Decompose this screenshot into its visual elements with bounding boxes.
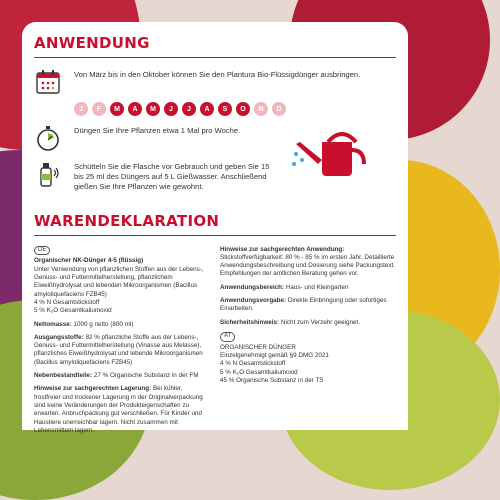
month-badge: A bbox=[200, 102, 214, 116]
application-area-label: Anwendungsbereich: bbox=[220, 283, 285, 291]
at-organic: 45 % Organische Substanz in der TS bbox=[220, 377, 324, 385]
usage-title: ANWENDUNG bbox=[34, 34, 150, 52]
country-badge-at: AT bbox=[220, 332, 235, 342]
country-badge-de: DE bbox=[34, 246, 50, 256]
raw-materials-value: 82 % pflanzliche Stoffe aus der Lebens-, Genuss- und Futtermittelherstellung (Vinasse aus Melasse), pflanzliches Eiweißhydrolysat und lebende Mikroorganismen (Bacillus amyloliquefaciens FZB45) bbox=[34, 333, 203, 366]
application-value: Stickstoffverfügbarkeit: 80 % - 85 % im ersten Jahr. Detaillierte Anwendungsbeschreibung und Dosierung siehe Packungstext. Empfehlungen der amtlichen Beratung gehen vor. bbox=[220, 253, 396, 278]
nutrient-k: 5 % K₂O Gesamtkaliumoxid bbox=[34, 307, 112, 315]
bottle-icon bbox=[34, 160, 62, 188]
application-method bbox=[220, 297, 396, 314]
at-nutrient-k: 5 % K₂O Gesamtkaliumoxid bbox=[220, 368, 298, 376]
declaration-body bbox=[34, 246, 396, 441]
storage-label: Hinweise zur sachgerechten Lagerung: bbox=[34, 385, 152, 393]
month-badge: D bbox=[272, 102, 286, 116]
declaration-title: WARENDEKLARATION bbox=[34, 211, 220, 230]
usage-step-dosage bbox=[34, 160, 396, 192]
usage-step-season bbox=[34, 68, 396, 96]
watering-can-icon bbox=[292, 120, 382, 184]
product-block bbox=[34, 257, 210, 315]
application-method-label: Anwendungsvorgabe: bbox=[220, 297, 287, 305]
label-card bbox=[22, 22, 408, 434]
side-components-label: Nebenbestandteile: bbox=[34, 372, 93, 380]
nutrient-n: 4 % N Gesamtstickstoff bbox=[34, 298, 100, 306]
usage-step-season-text: Von März bis in den Oktober können Sie den Plantura Bio-Flüssigdünger ausbringen. bbox=[74, 70, 361, 79]
month-badge: J bbox=[164, 102, 178, 116]
safety-note bbox=[220, 319, 396, 327]
month-badge: F bbox=[92, 102, 106, 116]
month-badge: A bbox=[128, 102, 142, 116]
declaration-left-column bbox=[34, 246, 210, 441]
month-badge: S bbox=[218, 102, 232, 116]
product-name: Organischer NK-Dünger 4-5 (flüssig) bbox=[34, 257, 144, 265]
storage-value: Bei kühler, frostfreier und trockener Lagerung in der Originalverpackung sind keine Veränderungen der Produkteigenschaften zu erwarten. Anbruchpackung gut verschließen. Für Kinder und Haustiere unerreichbar lagern. Nicht zusammen mit Lebensmitteln lagern. bbox=[34, 385, 203, 434]
month-badge: N bbox=[254, 102, 268, 116]
month-badge: M bbox=[146, 102, 160, 116]
at-product-name: ORGANISCHER DÜNGER bbox=[220, 343, 296, 351]
calendar-icon bbox=[34, 68, 62, 96]
month-badge: M bbox=[110, 102, 124, 116]
usage-step-dosage-text: Schütteln Sie die Flasche vor Gebrauch und geben Sie 15 bis 25 ml des Düngers auf 5 L Gießwasser. Anschließend gießen Sie Ihre Pflanzen wie gewohnt. bbox=[74, 162, 270, 191]
safety-value: Nicht zum Verzehr geeignet. bbox=[280, 318, 360, 326]
application-method-value: Direkte Einbringung oder sofortiges Einarbeiten. bbox=[220, 297, 387, 313]
month-badge: O bbox=[236, 102, 250, 116]
raw-materials-label: Ausgangsstoffe: bbox=[34, 333, 84, 341]
application-area bbox=[220, 284, 396, 292]
at-block bbox=[220, 344, 396, 385]
safety-label: Sicherheitshinweis: bbox=[220, 318, 280, 326]
net-volume-value: 1000 g netto (800 ml) bbox=[73, 320, 134, 328]
storage-notes bbox=[34, 385, 210, 435]
raw-materials bbox=[34, 334, 210, 367]
side-components bbox=[34, 372, 210, 380]
side-components-value: 27 % Organische Substanz in der FM bbox=[93, 372, 199, 380]
at-registration: Einzelgenehmigt gemäß §9 DMG 2021 bbox=[220, 352, 329, 360]
month-badge: J bbox=[74, 102, 88, 116]
month-indicator bbox=[74, 102, 396, 116]
usage-step-frequency-text: Düngen Sie Ihre Pflanzen etwa 1 Mal pro Woche. bbox=[74, 126, 241, 135]
application-area-value: Haus- und Kleingarten bbox=[285, 283, 349, 291]
divider bbox=[34, 235, 396, 236]
divider bbox=[34, 57, 396, 58]
stopwatch-icon bbox=[34, 124, 62, 152]
declaration-right-column bbox=[220, 246, 396, 441]
product-description: Unter Verwendung von pflanzlichen Stoffen aus der Lebens-, Genuss- und Futtermittelherstellung, pflanzlichem Eiweißhydrolysat und lebenden Mikroorganismen (Bacillus amyloliquefaciens FZB45) bbox=[34, 265, 204, 298]
net-volume-label: Nettomasse: bbox=[34, 320, 72, 328]
application-notes bbox=[220, 246, 396, 279]
application-label: Hinweise zur sachgerechten Anwendung: bbox=[220, 245, 345, 253]
month-badge: J bbox=[182, 102, 196, 116]
at-nutrient-n: 4 % N Gesamtstickstoff bbox=[220, 360, 286, 368]
net-volume bbox=[34, 321, 210, 329]
